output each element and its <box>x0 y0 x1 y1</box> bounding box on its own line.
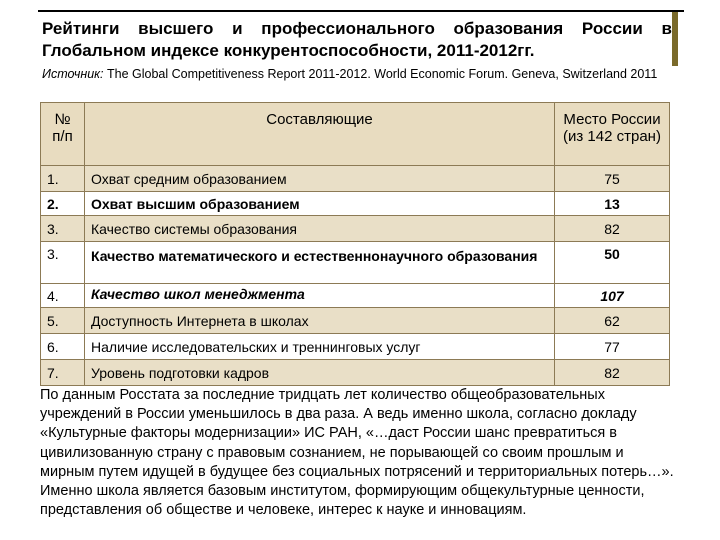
row-number: 7. <box>41 360 85 386</box>
row-rank: 62 <box>555 308 670 334</box>
title-line-1: Рейтинги высшего и профессионального образования России в <box>42 19 672 38</box>
row-number: 4. <box>41 284 85 308</box>
row-rank: 82 <box>555 216 670 242</box>
row-label: Охват средним образованием <box>85 166 555 192</box>
rankings-table <box>40 102 670 386</box>
row-rank: 13 <box>555 192 670 216</box>
table-row <box>41 216 670 242</box>
table-row <box>41 360 670 386</box>
row-rank: 107 <box>555 284 670 308</box>
row-number: 1. <box>41 166 85 192</box>
header-number-line1: № <box>54 111 71 128</box>
table-header-row <box>41 103 670 166</box>
source-note <box>42 66 672 83</box>
page-title <box>42 18 672 62</box>
row-label: Качество школ менеджмента <box>85 284 555 308</box>
title-line-2: Глобальном индексе конкурентоспособности, 2011-2012гг. <box>42 41 535 60</box>
row-number: 6. <box>41 334 85 360</box>
header-component <box>85 103 555 166</box>
row-label: Охват высшим образованием <box>85 192 555 216</box>
table-row <box>41 284 670 308</box>
row-rank: 50 <box>555 242 670 284</box>
row-rank: 82 <box>555 360 670 386</box>
title-accent-bar <box>672 12 678 66</box>
row-label: Уровень подготовки кадров <box>85 360 555 386</box>
table-row <box>41 166 670 192</box>
table-row <box>41 242 670 284</box>
row-label: Качество системы образования <box>85 216 555 242</box>
row-label: Доступность Интернета в школах <box>85 308 555 334</box>
header-component-text: Составляющие <box>266 111 373 128</box>
row-label: Качество математического и естественнонаучного образования <box>85 242 555 284</box>
body-paragraph: По данным Росстата за последние тридцать лет количество общеобразовательных учреждений в России уменьшилось в два раза. А ведь именно школа, согласно докладу «Культурные факторы модернизации» ИС РАН, «…даст России шанс превратиться в цивилизованную страну с правовым сознанием, не порывающей со своим прошлым и мирным путем идущей в будущее без социальных потрясений и территориальных потерь…». Именно школа является базовым институтом, формирующим общекультурные ценности, представления об обществе и человеке, интерес к науке и инновациям. <box>40 387 674 519</box>
row-rank: 77 <box>555 334 670 360</box>
header-rank-line2: (из 142 стран) <box>563 128 661 145</box>
row-number: 2. <box>41 192 85 216</box>
header-number <box>41 103 85 166</box>
table-row <box>41 308 670 334</box>
row-number: 3. <box>41 242 85 284</box>
row-number: 3. <box>41 216 85 242</box>
source-text: The Global Competitiveness Report 2011-2012. World Economic Forum. Geneva, Switzerland 2011 <box>103 67 658 81</box>
header-rank <box>555 103 670 166</box>
source-label: Источник: <box>42 67 104 81</box>
row-number: 5. <box>41 308 85 334</box>
header-number-line2: п/п <box>52 128 73 145</box>
table-row <box>41 192 670 216</box>
row-label: Наличие исследовательских и треннинговых услуг <box>85 334 555 360</box>
row-rank: 75 <box>555 166 670 192</box>
table-row <box>41 334 670 360</box>
header-rank-line1: Место России <box>563 111 661 128</box>
